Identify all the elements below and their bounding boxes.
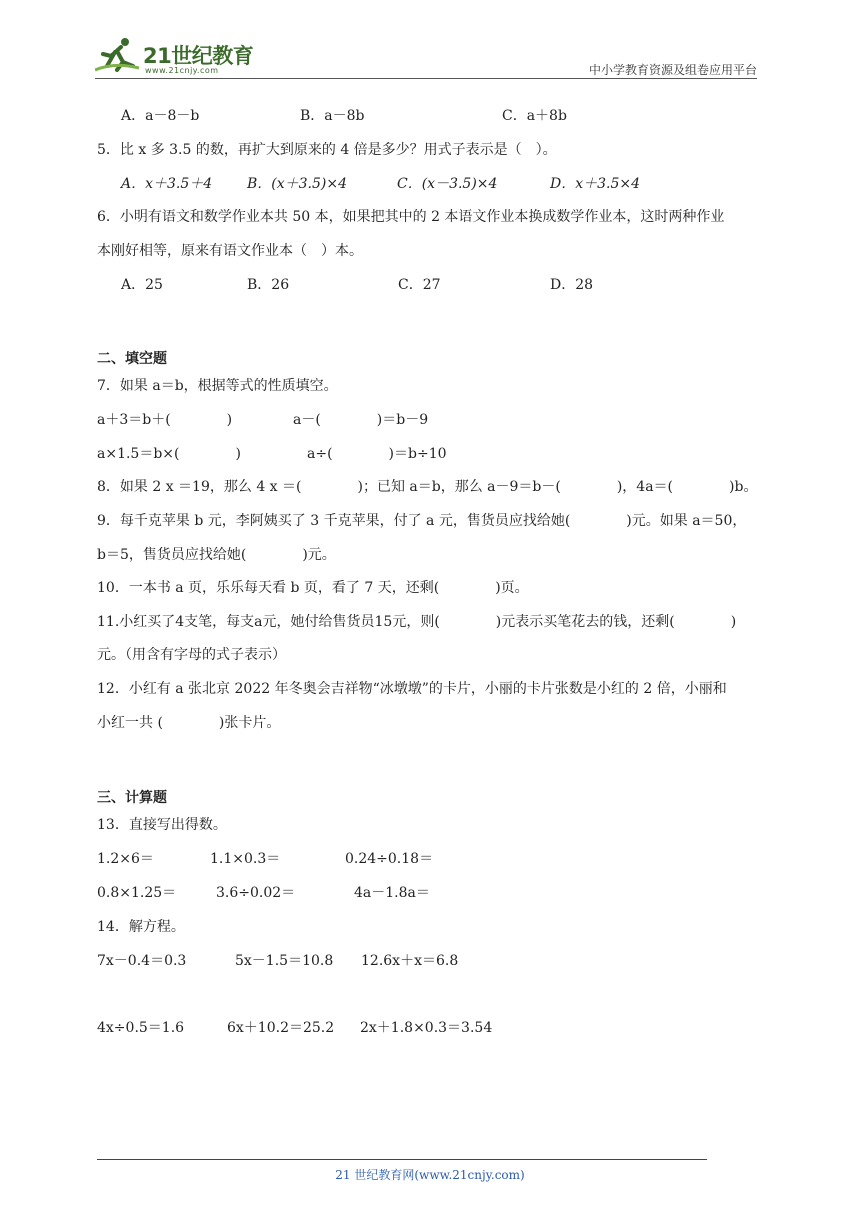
q13-item-4: 0.8×1.25＝	[97, 885, 177, 901]
q7-item-d: a÷( )＝b÷10	[307, 446, 447, 462]
q14-stem: 14．解方程。	[97, 919, 185, 935]
q6-option-d: D．28	[550, 277, 594, 293]
q6-option-b: B．26	[247, 277, 290, 293]
q11-stem-line2: 元。（用含有字母的式子表示）	[97, 647, 286, 663]
q5-option-c: C．(x－3.5)×4	[397, 176, 498, 192]
q13-item-1: 1.2×6＝	[97, 851, 154, 867]
q11-stem-line1: 11.小红买了4支笔，每支a元，她付给售货员15元，则( )元表示买笔花去的钱，还剩( )	[97, 614, 737, 630]
q13-item-6: 4a－1.8a＝	[354, 885, 430, 901]
q5-stem: 5．比 x 多 3.5 的数，再扩大到原来的 4 倍是多少？用式子表示是（ ）。	[97, 142, 557, 158]
logo-text: 21世纪教育	[143, 44, 254, 68]
q6-stem-line1: 6．小明有语文和数学作业本共 50 本，如果把其中的 2 本语文作业本换成数学作业本，这时两种作业	[97, 209, 725, 225]
q7-item-a: a＋3＝b＋( )	[97, 412, 233, 428]
footer-divider	[97, 1159, 707, 1160]
q13-item-2: 1.1×0.3＝	[210, 851, 281, 867]
q9-stem-line1: 9．每千克苹果 b 元，李阿姨买了 3 千克苹果，付了 a 元，售货员应找给她( )元。如果 a＝50，	[97, 513, 747, 529]
q5-option-d: D．x＋3.5×4	[550, 176, 641, 192]
section-calculation-title: 三、计算题	[97, 790, 167, 806]
q14-item-1: 7x－0.4＝0.3	[97, 953, 187, 969]
q6-option-c: C．27	[398, 277, 441, 293]
platform-label: 中小学教育资源及组卷应用平台	[588, 63, 757, 77]
q14-item-4: 4x÷0.5＝1.6	[97, 1020, 185, 1036]
header-divider	[95, 78, 757, 79]
logo-subtext: www.21cnjy.com	[145, 66, 219, 75]
q5-option-a: A．x＋3.5＋4	[121, 176, 213, 192]
q4-option-c: C．a＋8b	[502, 108, 567, 124]
q12-stem-line1: 12．小红有 a 张北京 2022 年冬奥会吉祥物“冰墩墩”的卡片，小丽的卡片张数是小红的 2 倍，小丽和	[97, 681, 727, 697]
footer-link[interactable]: 21 世纪教育网(www.21cnjy.com)	[335, 1168, 525, 1182]
q12-stem-line2: 小红一共 ( )张卡片。	[97, 715, 281, 731]
q8-stem: 8．如果 2 x ＝19，那么 4 x ＝( )；已知 a＝b，那么 a－9＝b－( )，4a＝( )b。	[97, 479, 758, 495]
q5-option-b: B．(x＋3.5)×4	[247, 176, 348, 192]
q14-item-6: 2x＋1.8×0.3＝3.54	[360, 1020, 493, 1036]
q7-item-c: a×1.5＝b×( )	[97, 446, 241, 462]
q7-stem: 7．如果 a＝b，根据等式的性质填空。	[97, 378, 338, 394]
q14-item-2: 5x－1.5＝10.8	[235, 953, 334, 969]
q7-item-b: a－( )＝b－9	[293, 412, 429, 428]
q10-stem: 10．一本书 a 页，乐乐每天看 b 页，看了 7 天，还剩( )页。	[97, 580, 529, 596]
section-fill-blank-title: 二、填空题	[97, 351, 167, 367]
q14-item-5: 6x＋10.2＝25.2	[227, 1020, 335, 1036]
runner-logo-icon	[95, 36, 141, 74]
q4-option-a: A．a－8－b	[121, 108, 200, 124]
q14-item-3: 12.6x＋x＝6.8	[361, 953, 459, 969]
q6-option-a: A．25	[121, 277, 163, 293]
logo	[95, 36, 265, 76]
q4-option-b: B．a－8b	[300, 108, 365, 124]
page-header	[95, 30, 757, 80]
q13-item-5: 3.6÷0.02＝	[216, 885, 296, 901]
q13-item-3: 0.24÷0.18＝	[345, 851, 434, 867]
q9-stem-line2: b＝5，售货员应找给她( )元。	[97, 547, 336, 563]
q6-stem-line2: 本刚好相等，原来有语文作业本（ ）本。	[97, 243, 363, 259]
q13-stem: 13．直接写出得数。	[97, 817, 227, 833]
